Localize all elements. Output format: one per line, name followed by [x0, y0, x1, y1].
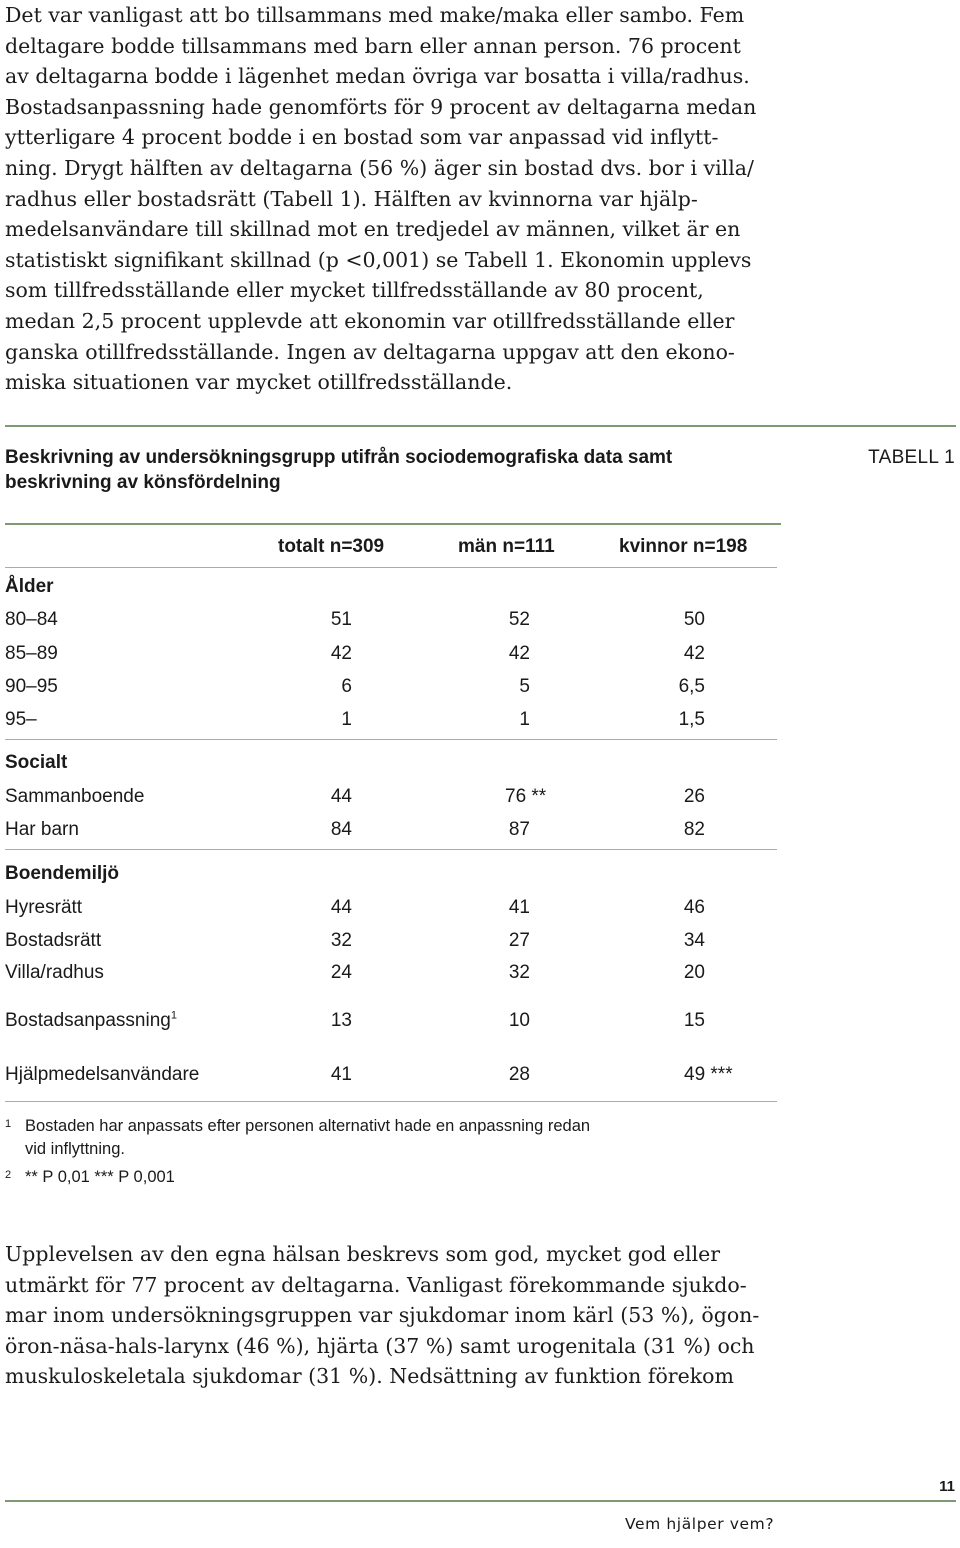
footnote-text — [25, 1115, 725, 1161]
cell-total: 13 — [330, 1010, 352, 1031]
text-line: statistiskt signifikant skillnad (p <0,001) se Tabell 1. Ekonomin upplevs — [5, 247, 752, 272]
section-heading-housing: Boendemiljö — [5, 863, 120, 884]
cell-women: 42 — [683, 643, 705, 664]
cell-women: 6,5 — [678, 676, 705, 697]
text-line: Bostadsanpassning hade genomförts för 9 procent av deltagarna medan — [5, 94, 757, 119]
table-row — [0, 706, 780, 734]
table-row — [0, 783, 780, 811]
cell-women: 46 — [683, 897, 705, 918]
row-label: Sammanboende — [5, 786, 145, 807]
cell-men: 28 — [508, 1064, 530, 1085]
text-line: Upplevelsen av den egna hälsan beskrevs som god, mycket god eller — [5, 1242, 721, 1266]
text-line: ytterligare 4 procent bodde i en bostad som var anpassad vid inflytt- — [5, 125, 719, 150]
row-label: Hjälpmedelsanvändare — [5, 1064, 200, 1085]
table-divider — [5, 567, 777, 568]
table-row — [0, 673, 780, 701]
cell-total: 51 — [330, 609, 352, 630]
table-divider — [5, 739, 777, 740]
text-line: miska situationen var mycket otillfredsställande. — [5, 370, 513, 395]
text-line: ganska otillfredsställande. Ingen av deltagarna uppgav att den ekono- — [5, 339, 735, 364]
table-row — [0, 894, 780, 922]
table-title-line: Beskrivning av undersökningsgrupp utifrån sociodemografiska data samt — [5, 447, 673, 468]
cell-women: 20 — [683, 962, 705, 983]
body-paragraph-bottom — [5, 1239, 955, 1392]
table-row — [0, 606, 780, 634]
row-label-text: Bostadsanpassning — [5, 1010, 171, 1031]
table-row — [0, 640, 780, 668]
cell-total: 32 — [330, 930, 352, 951]
footnote-text — [25, 1166, 725, 1189]
page-number: 11 — [939, 1478, 955, 1495]
footnote-line: vid inflyttning. — [25, 1140, 125, 1158]
text-line: mar inom undersökningsgruppen var sjukdomar inom kärl (53 %), ögon- — [5, 1303, 760, 1328]
text-line: av deltagarna bodde i lägenhet medan övriga var bosatta i villa/radhus. — [5, 64, 750, 89]
table-title-line: beskrivning av könsfördelning — [5, 472, 281, 493]
column-header-total: totalt n=309 — [278, 536, 385, 557]
cell-women: 15 — [683, 1010, 705, 1031]
text-line: utmärkt för 77 procent av deltagarna. Vanligast förekommande sjukdo- — [5, 1272, 747, 1297]
row-label: 85–89 — [5, 643, 58, 664]
row-label: 90–95 — [5, 676, 58, 697]
row-label — [5, 1007, 177, 1035]
row-label: Bostadsrätt — [5, 930, 102, 951]
cell-total: 42 — [330, 643, 352, 664]
table-row — [0, 927, 780, 955]
table-divider — [5, 849, 777, 850]
row-label: Hyresrätt — [5, 897, 83, 918]
table-header-rule — [5, 523, 781, 525]
cell-men: 27 — [508, 930, 530, 951]
cell-men: 87 — [508, 819, 530, 840]
footnote-marker: 1 — [5, 1118, 12, 1130]
running-footer-title: Vem hjälper vem? — [625, 1515, 775, 1533]
cell-total: 44 — [330, 786, 352, 807]
footer-rule — [5, 1500, 956, 1502]
column-header-men: män n=111 — [458, 536, 555, 557]
section-heading-social: Socialt — [5, 752, 68, 773]
table-top-rule — [5, 425, 956, 427]
text-line: medan 2,5 procent upplevde att ekonomin var otillfredsställande eller — [5, 308, 735, 333]
cell-men: 76 ** — [505, 786, 547, 807]
text-line: radhus eller bostadsrätt (Tabell 1). Hälften av kvinnorna var hjälp- — [5, 186, 698, 211]
body-paragraph-top — [5, 0, 955, 398]
row-label: 95– — [5, 709, 37, 730]
cell-men: 1 — [519, 709, 530, 730]
table-number-tag: TABELL 1 — [868, 447, 955, 468]
footnote-marker: 2 — [5, 1169, 12, 1181]
table-row — [0, 816, 780, 844]
cell-total: 24 — [330, 962, 352, 983]
text-line: medelsanvändare till skillnad mot en tredjedel av männen, vilket är en — [5, 217, 741, 242]
cell-total: 41 — [330, 1064, 352, 1085]
text-line: deltagare bodde tillsammans med barn eller annan person. 76 procent — [5, 33, 741, 58]
text-line: muskuloskeletala sjukdomar (31 %). Nedsättning av funktion förekom — [5, 1364, 734, 1389]
table-title — [5, 445, 765, 495]
table-row — [0, 1007, 780, 1035]
cell-women: 1,5 — [678, 709, 705, 730]
cell-men: 10 — [508, 1010, 530, 1031]
footnote-marker: 1 — [170, 1009, 177, 1022]
section-heading-age: Ålder — [5, 576, 54, 597]
table-divider — [5, 1101, 777, 1102]
table-row — [0, 1061, 780, 1089]
table-column-header — [0, 536, 780, 562]
cell-men: 42 — [508, 643, 530, 664]
row-label: Villa/radhus — [5, 962, 104, 983]
cell-total: 6 — [341, 676, 352, 697]
text-line: öron-näsa-hals-larynx (46 %), hjärta (37 %) samt urogenitala (31 %) och — [5, 1333, 755, 1358]
text-line: som tillfredsställande eller mycket tillfredsställande av 80 procent, — [5, 278, 704, 303]
cell-women: 49 *** — [684, 1064, 733, 1085]
cell-men: 41 — [508, 897, 530, 918]
cell-women: 34 — [683, 930, 705, 951]
column-header-women: kvinnor n=198 — [619, 536, 748, 557]
cell-total: 84 — [330, 819, 352, 840]
cell-women: 82 — [683, 819, 705, 840]
row-label: Har barn — [5, 819, 79, 840]
text-line: ning. Drygt hälften av deltagarna (56 %) äger sin bostad dvs. bor i villa/ — [5, 155, 754, 180]
cell-total: 44 — [330, 897, 352, 918]
text-line: Det var vanligast att bo tillsammans med make/maka eller sambo. Fem — [5, 3, 745, 27]
cell-men: 5 — [519, 676, 530, 697]
cell-women: 26 — [683, 786, 705, 807]
table-row — [0, 959, 780, 987]
cell-total: 1 — [341, 709, 352, 730]
footnote-line: Bostaden har anpassats efter personen alternativt hade en anpassning redan — [25, 1117, 591, 1135]
cell-men: 32 — [508, 962, 530, 983]
cell-women: 50 — [683, 609, 705, 630]
footnote-line: ** P 0,01 *** P 0,001 — [25, 1168, 175, 1186]
row-label: 80–84 — [5, 609, 58, 630]
cell-men: 52 — [508, 609, 530, 630]
